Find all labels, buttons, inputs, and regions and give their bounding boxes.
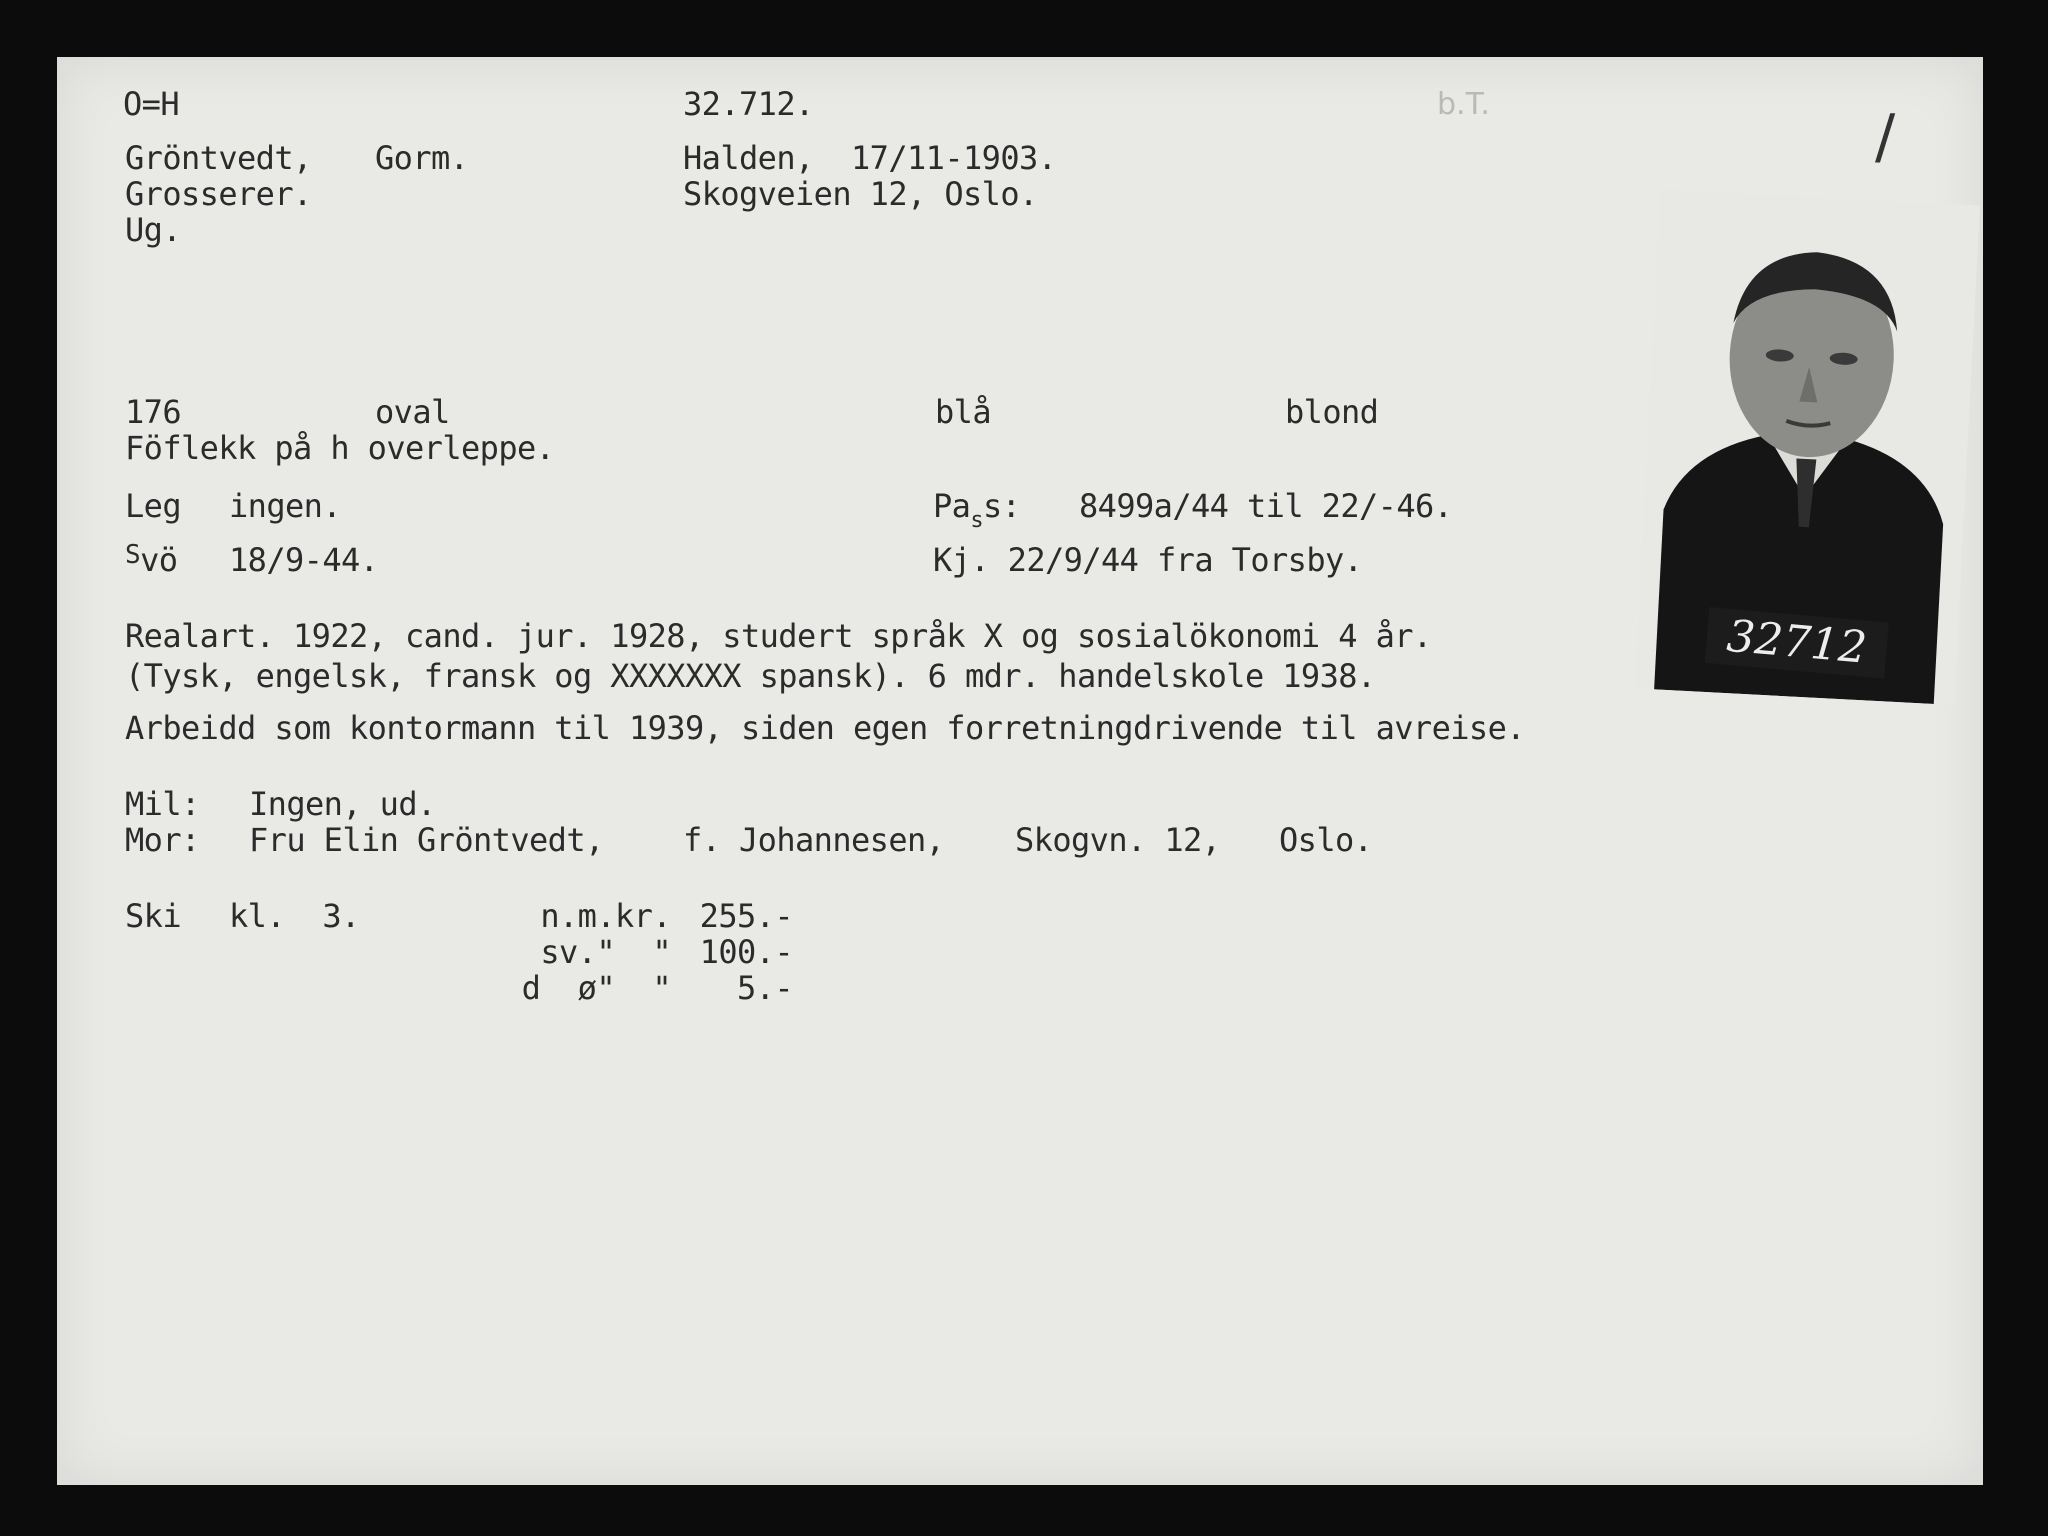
face-shape: oval [375,393,450,431]
registration-card [57,57,1983,1485]
svo-label [125,541,177,582]
ski-label: Ski [125,897,181,935]
pass-label-main: Pa [933,487,971,525]
svo-label-main: vö [140,541,178,579]
ski-row-amount: 5.- [737,969,793,1007]
occupation: Grosserer. [125,175,312,213]
arrival-note: Kj. 22/9/44 fra Torsby. [933,541,1363,579]
given-name: Gorm. [375,139,469,177]
mother-name: Fru Elin Gröntvedt, [249,821,604,859]
military-value: Ingen, ud. [249,785,436,823]
mother-address: Skogvn. 12, [1015,821,1221,859]
ski-row-amount: 100.- [699,933,793,971]
education-line-2: (Tysk, engelsk, fransk og XXXXXXX spansk). 6 mdr. handelskole 1938. [125,657,1376,695]
svo-label-superscript: S [125,540,141,570]
record-number: 32.712. [683,85,814,123]
svo-value: 18/9-44. [229,541,379,579]
leg-label: Leg [125,487,181,525]
ski-row-amount: 255.- [699,897,793,935]
pass-label [933,487,1021,533]
photo-number-plate: 32712 [1705,607,1889,678]
hair-color: blond [1285,393,1379,431]
pencil-note: b.T. [1437,87,1490,122]
distinguishing-marks: Föflekk på h overleppe. [125,429,555,467]
pencil-stroke: / [1875,102,1896,172]
card-code: O=H [123,85,179,123]
pass-label-subscript: s [970,508,983,533]
eye-color: blå [935,393,991,431]
pass-value: 8499a/44 til 22/-46. [1079,487,1453,525]
surname: Gröntvedt, [125,139,312,177]
leg-value: ingen. [229,487,341,525]
pass-label-end: s: [983,487,1021,525]
height: 176 [125,393,181,431]
ski-class: kl. 3. [229,897,360,935]
mother-maiden-name: f. Johannesen, [683,821,945,859]
address: Skogveien 12, Oslo. [683,175,1038,213]
work-history: Arbeidd som kontormann til 1939, siden egen forretningdrivende til avreise. [125,709,1525,747]
mother-label: Mor: [125,821,200,859]
military-label: Mil: [125,785,200,823]
ski-row-unit: sv." " [540,933,671,971]
ski-row-unit: d ø" " [521,969,671,1007]
ski-row-unit: n.m.kr. [540,897,671,935]
education-line-1: Realart. 1922, cand. jur. 1928, studert språk X og sosialökonomi 4 år. [125,617,1432,655]
portrait-photo [1634,189,1980,705]
marital-status: Ug. [125,211,181,249]
birthplace-date: Halden, 17/11-1903. [683,139,1057,177]
mother-city: Oslo. [1279,821,1373,859]
